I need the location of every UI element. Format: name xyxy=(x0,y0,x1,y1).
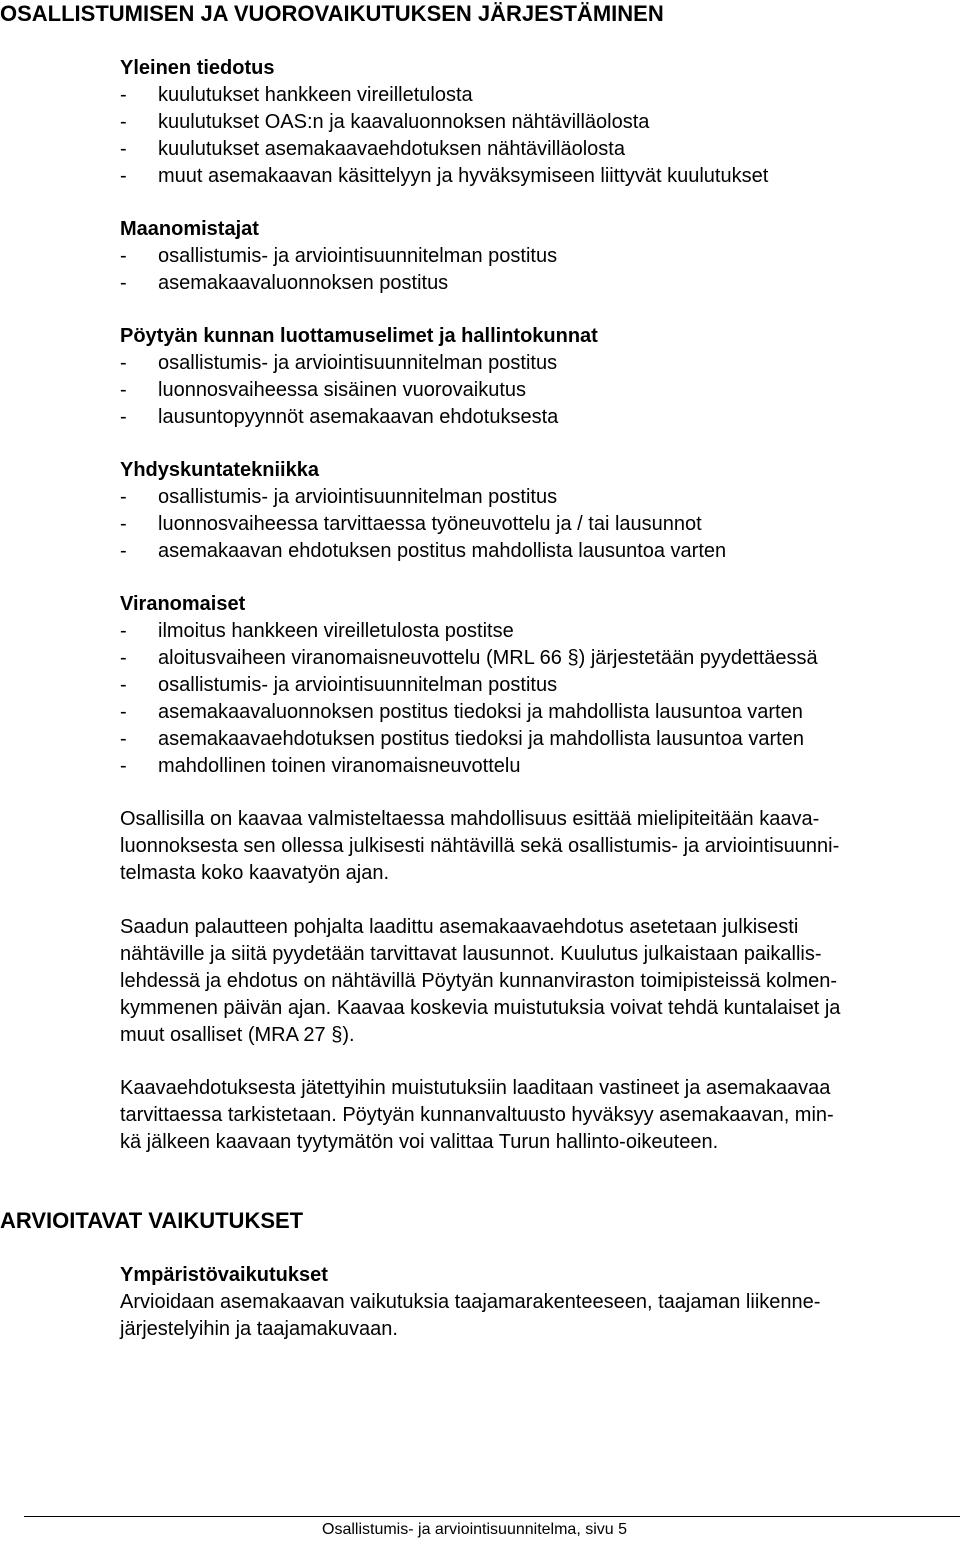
paragraph-line: nähtäville ja siitä pyydetään tarvittavat lausunnot. Kuulutus julkaistaan paikallis- xyxy=(120,943,822,965)
section-title: ARVIOITAVAT VAIKUTUKSET xyxy=(0,1208,304,1233)
page-footer: Osallistumis- ja arviointisuunnitelma, sivu 5 xyxy=(322,1521,627,1538)
paragraph-line: lehdessä ja ehdotus on nähtävillä Pöytyän kunnanviraston toimipisteissä kolmen- xyxy=(120,970,838,992)
paragraph-line: telmasta koko kaavatyön ajan. xyxy=(120,862,390,884)
paragraph-line: Arvioidaan asemakaavan vaikutuksia taajamarakenteeseen, taajaman liikenne- xyxy=(120,1291,821,1313)
group-heading: Viranomaiset xyxy=(120,593,246,615)
paragraph-line: luonnoksesta sen ollessa julkisesti nähtävillä sekä osallistumis- ja arviointisuunni- xyxy=(120,835,840,857)
group-heading: Pöytyän kunnan luottamuselimet ja hallintokunnat xyxy=(120,325,598,347)
paragraph-line: Saadun palautteen pohjalta laadittu asemakaavaehdotus asetetaan julkisesti xyxy=(120,916,799,938)
section-title: OSALLISTUMISEN JA VUOROVAIKUTUKSEN JÄRJESTÄMINEN xyxy=(0,1,664,26)
paragraph-line: kymmenen päivän ajan. Kaavaa koskevia muistutuksia voivat tehdä kuntalaiset ja xyxy=(120,997,841,1019)
paragraph-line: järjestelyihin ja taajamakuvaan. xyxy=(120,1318,398,1340)
paragraph-line: tarvittaessa tarkistetaan. Pöytyän kunnanvaltuusto hyväksyy asemakaavan, min- xyxy=(120,1104,834,1126)
paragraph-line: Osallisilla on kaavaa valmisteltaessa mahdollisuus esittää mielipiteitään kaava- xyxy=(120,808,820,830)
group-heading: Yhdyskuntatekniikka xyxy=(120,459,319,481)
group-heading: Maanomistajat xyxy=(120,218,259,240)
paragraph-line: Kaavaehdotuksesta jätettyihin muistutuksiin laaditaan vastineet ja asemakaavaa xyxy=(120,1077,831,1099)
footer-divider xyxy=(24,1516,960,1517)
group-heading: Ympäristövaikutukset xyxy=(120,1264,328,1286)
paragraph-line: kä jälkeen kaavaan tyytymätön voi valittaa Turun hallinto-oikeuteen. xyxy=(120,1131,719,1153)
paragraph-line: muut osalliset (MRA 27 §). xyxy=(120,1024,355,1046)
group-heading: Yleinen tiedotus xyxy=(120,57,275,79)
